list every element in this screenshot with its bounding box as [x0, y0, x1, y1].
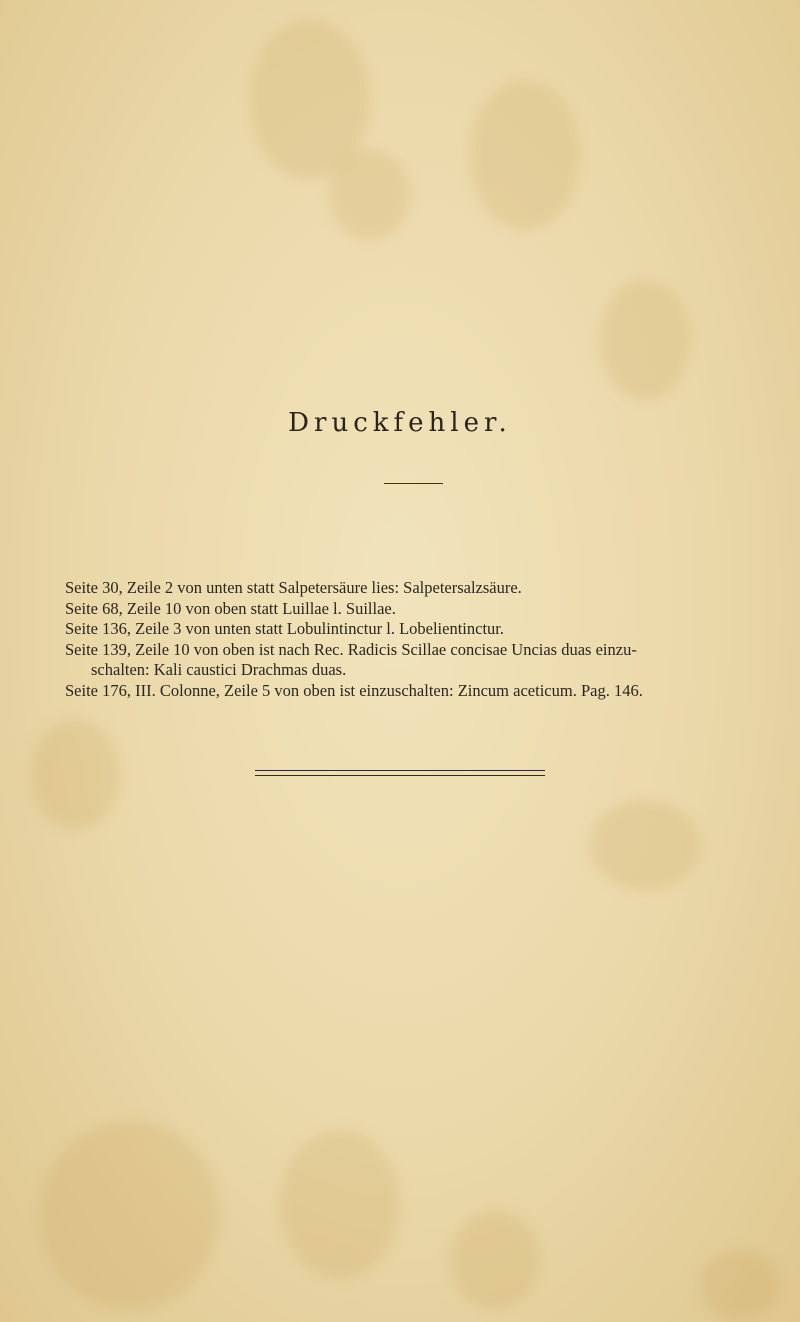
foxing-stain	[330, 150, 410, 240]
errata-entry: Seite 139, Zeile 10 von oben ist nach Rec. Radicis Scillae concisae Uncias duas einzu-	[65, 639, 637, 659]
foxing-stain	[700, 1250, 780, 1320]
errata-entry-continuation: schalten: Kali caustici Drachmas duas.	[91, 660, 347, 679]
foxing-stain	[280, 1130, 400, 1280]
errata-entry: Seite 176, III. Colonne, Zeile 5 von oben ist einzuschalten: Zincum aceticum. Pag. 146.	[65, 680, 643, 700]
title-rule	[384, 483, 443, 484]
page-title: Druckfehler.	[288, 408, 512, 438]
errata-entry: Seite 30, Zeile 2 von unten statt Salpetersäure lies: Salpetersalzsäure.	[65, 578, 522, 597]
errata-list	[65, 578, 785, 701]
foxing-stain	[470, 80, 580, 230]
errata-entry: Seite 68, Zeile 10 von oben statt Luillae l. Suillae.	[65, 598, 396, 618]
foxing-stain	[600, 280, 690, 400]
foxing-stain	[590, 800, 700, 890]
foxing-stain	[450, 1210, 540, 1310]
errata-entry: Seite 136, Zeile 3 von unten statt Lobulintinctur l. Lobelientinctur.	[65, 619, 504, 638]
foxing-stain	[30, 720, 120, 830]
closing-double-rule	[255, 770, 545, 776]
foxing-stain	[40, 1120, 220, 1310]
